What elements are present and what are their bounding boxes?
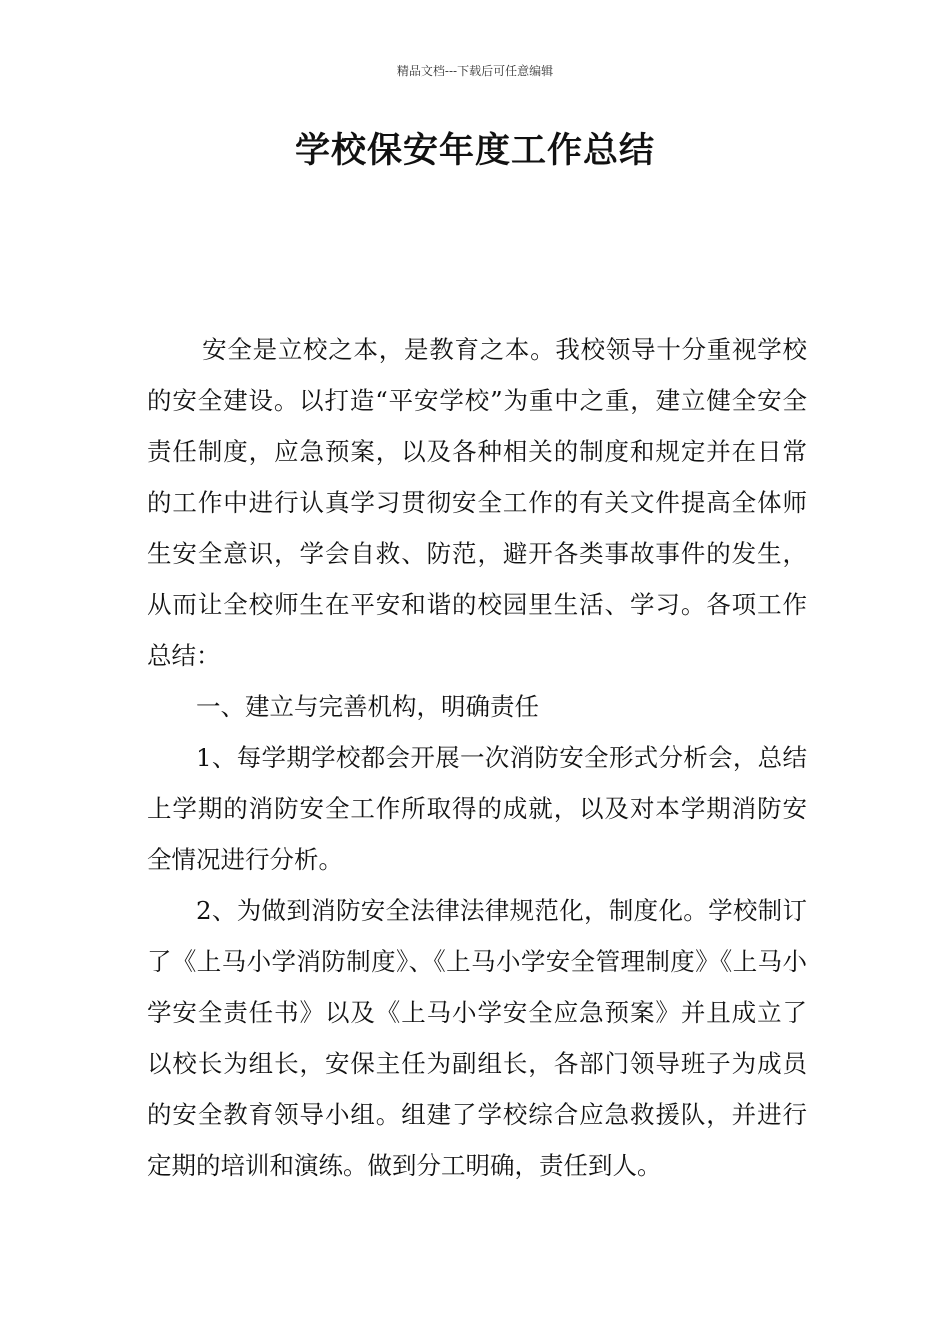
section-heading-1: 一、建立与完善机构，明确责任 bbox=[196, 692, 539, 721]
paragraph-intro: 安全是立校之本，是教育之本。我校领导十分重视学校的安全建设。以打造“平安学校”为重中之重，建立健全安全责任制度，应急预案，以及各种相关的制度和规定并在日常的工作中进行认真学习贯彻安全工作的有关文件提高全体师生安全意识，学会自救、防范，避开各类事故事件的发生，从而让全校师生在平安和谐的校园里生活、学习。各项工作总结： bbox=[147, 335, 807, 670]
document-body bbox=[147, 324, 807, 1191]
paragraph-item-2: 2、为做到消防安全法律法律规范化，制度化。学校制订了《上马小学消防制度》、《上马小学安全管理制度》《上马小学安全责任书》以及《上马小学安全应急预案》并且成立了以校长为组长，安保主任为副组长，各部门领导班子为成员的安全教育领导小组。组建了学校综合应急救援队，并进行定期的培训和演练。做到分工明确，责任到人。 bbox=[147, 896, 807, 1180]
paragraph-item-1: 1、每学期学校都会开展一次消防安全形式分析会，总结上学期的消防安全工作所取得的成就，以及对本学期消防安全情况进行分析。 bbox=[147, 743, 807, 874]
page-header: 精品文档---下载后可任意编辑 bbox=[396, 64, 554, 78]
document-title: 学校保安年度工作总结 bbox=[294, 131, 655, 171]
